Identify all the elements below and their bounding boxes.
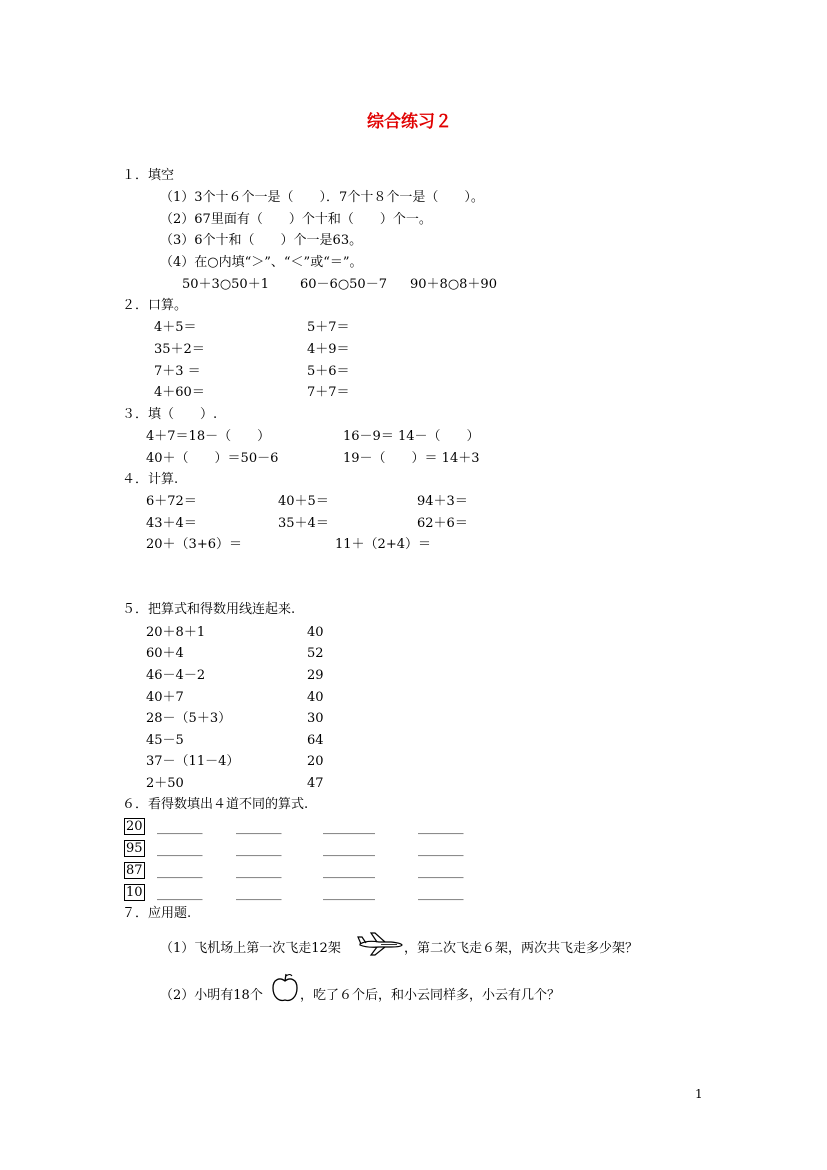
q4-heading: ４．计算. — [122, 472, 179, 487]
q6-blank[interactable]: ________ — [323, 864, 375, 879]
q2-left-2: 35＋2＝ — [154, 342, 205, 357]
q5-expr: 20＋8＋1 — [146, 625, 206, 640]
q4-item-8: 11＋（2+4）＝ — [335, 537, 431, 552]
q5-result: 20 — [307, 754, 324, 769]
q2-right-4: 7＋7＝ — [307, 385, 350, 400]
q5-expr: 28－（5＋3） — [146, 711, 232, 726]
q5-result: 40 — [307, 625, 324, 640]
q4-item-4: 43＋4＝ — [146, 516, 197, 531]
q6-blank[interactable]: _______ — [418, 842, 464, 857]
q7-heading: ７．应用题. — [122, 906, 192, 921]
q6-blank[interactable]: _______ — [157, 842, 203, 857]
q6-target-box: 95 — [126, 841, 143, 856]
q7-problem-2-end: ，吃了６个后，和小云同样多，小云有几个？ — [300, 988, 561, 1003]
q1-line-2: （2）67里面有（ ）个十和（ ）个一。 — [160, 212, 432, 227]
q3-item-3: 40＋（ ）＝50－6 — [146, 451, 279, 466]
q1-line-3: （3）6个十和（ ）个一是63。 — [160, 233, 363, 248]
q5-result: 64 — [307, 733, 324, 748]
q5-heading: ５．把算式和得数用线连起来. — [122, 602, 296, 617]
q6-blank[interactable]: ________ — [323, 842, 375, 857]
q1-compare-2: 60－6○50－7 — [300, 277, 387, 292]
q4-item-6: 62＋6＝ — [417, 516, 468, 531]
q7-problem-1-end: ，第二次飞走６架，两次共飞走多少架？ — [404, 941, 639, 956]
q4-item-5: 35＋4＝ — [278, 516, 329, 531]
q7-problem-2-start: （2）小明有18个 — [160, 988, 263, 1003]
q3-item-1: 4＋7＝18－（ ） — [146, 429, 271, 444]
q5-result: 52 — [307, 646, 324, 661]
q2-right-1: 5＋7＝ — [307, 320, 350, 335]
q5-expr: 40＋7 — [146, 690, 184, 705]
q6-blank[interactable]: _______ — [157, 864, 203, 879]
q6-heading: ６．看得数填出４道不同的算式. — [122, 797, 309, 812]
q1-line-1: （1）3个十６个一是（ ）．7个十８个一是（ ）。 — [160, 190, 484, 205]
q5-expr: 46－4－2 — [146, 668, 206, 683]
q2-left-3: 7＋3 ＝ — [154, 364, 201, 379]
q6-blank[interactable]: _______ — [418, 864, 464, 879]
q4-item-3: 94＋3＝ — [417, 494, 468, 509]
airplane-icon — [357, 930, 405, 958]
q2-left-1: 4＋5＝ — [154, 320, 197, 335]
q6-row — [124, 884, 145, 901]
q7-problem-1-start: （1）飞机场上第一次飞走12架 — [160, 941, 341, 956]
q6-blank[interactable]: _______ — [236, 842, 282, 857]
q5-result: 30 — [307, 711, 324, 726]
q1-heading: １．填空 — [122, 168, 175, 183]
q5-expr: 60＋4 — [146, 646, 184, 661]
q3-item-4: 19－（ ）＝ 14＋3 — [343, 451, 480, 466]
q6-row — [124, 862, 145, 879]
q6-target-box: 20 — [126, 819, 143, 834]
q5-expr: 2＋50 — [146, 776, 184, 791]
q4-item-2: 40＋5＝ — [278, 494, 329, 509]
q2-heading: ２．口算。 — [122, 298, 188, 313]
q6-blank[interactable]: _______ — [157, 886, 203, 901]
q4-item-1: 6＋72＝ — [146, 494, 197, 509]
page-number: 1 — [695, 1087, 703, 1101]
q3-item-2: 16－9＝ 14－（ ） — [343, 429, 480, 444]
q1-compare-1: 50＋3○50＋1 — [182, 277, 269, 292]
q5-result: 47 — [307, 776, 324, 791]
q5-expr: 37－（11－4） — [146, 754, 240, 769]
q1-compare-3: 90＋8○8＋90 — [410, 277, 497, 292]
q6-blank[interactable]: ________ — [323, 820, 375, 835]
apple-icon — [270, 972, 300, 1004]
q5-result: 29 — [307, 668, 324, 683]
q6-blank[interactable]: _______ — [236, 864, 282, 879]
q1-line-4: （4）在○内填“＞”、“＜”或“＝”。 — [160, 255, 363, 270]
q4-item-7: 20＋（3+6）＝ — [146, 537, 242, 552]
q6-blank[interactable]: _______ — [236, 820, 282, 835]
page-title: 综合练习２ — [367, 112, 452, 132]
q2-right-2: 4＋9＝ — [307, 342, 350, 357]
q6-blank[interactable]: _______ — [157, 820, 203, 835]
q2-right-3: 5＋6＝ — [307, 364, 350, 379]
q6-target-box: 87 — [126, 863, 143, 878]
q6-row — [124, 818, 145, 835]
q6-blank[interactable]: ________ — [323, 886, 375, 901]
q6-blank[interactable]: _______ — [418, 820, 464, 835]
q2-left-4: 4＋60＝ — [154, 385, 205, 400]
q6-blank[interactable]: _______ — [418, 886, 464, 901]
q6-blank[interactable]: _______ — [236, 886, 282, 901]
q5-result: 40 — [307, 690, 324, 705]
q6-row — [124, 840, 145, 857]
q6-target-box: 10 — [126, 885, 143, 900]
q5-expr: 45－5 — [146, 733, 184, 748]
q3-heading: ３．填（ ）. — [122, 407, 218, 422]
